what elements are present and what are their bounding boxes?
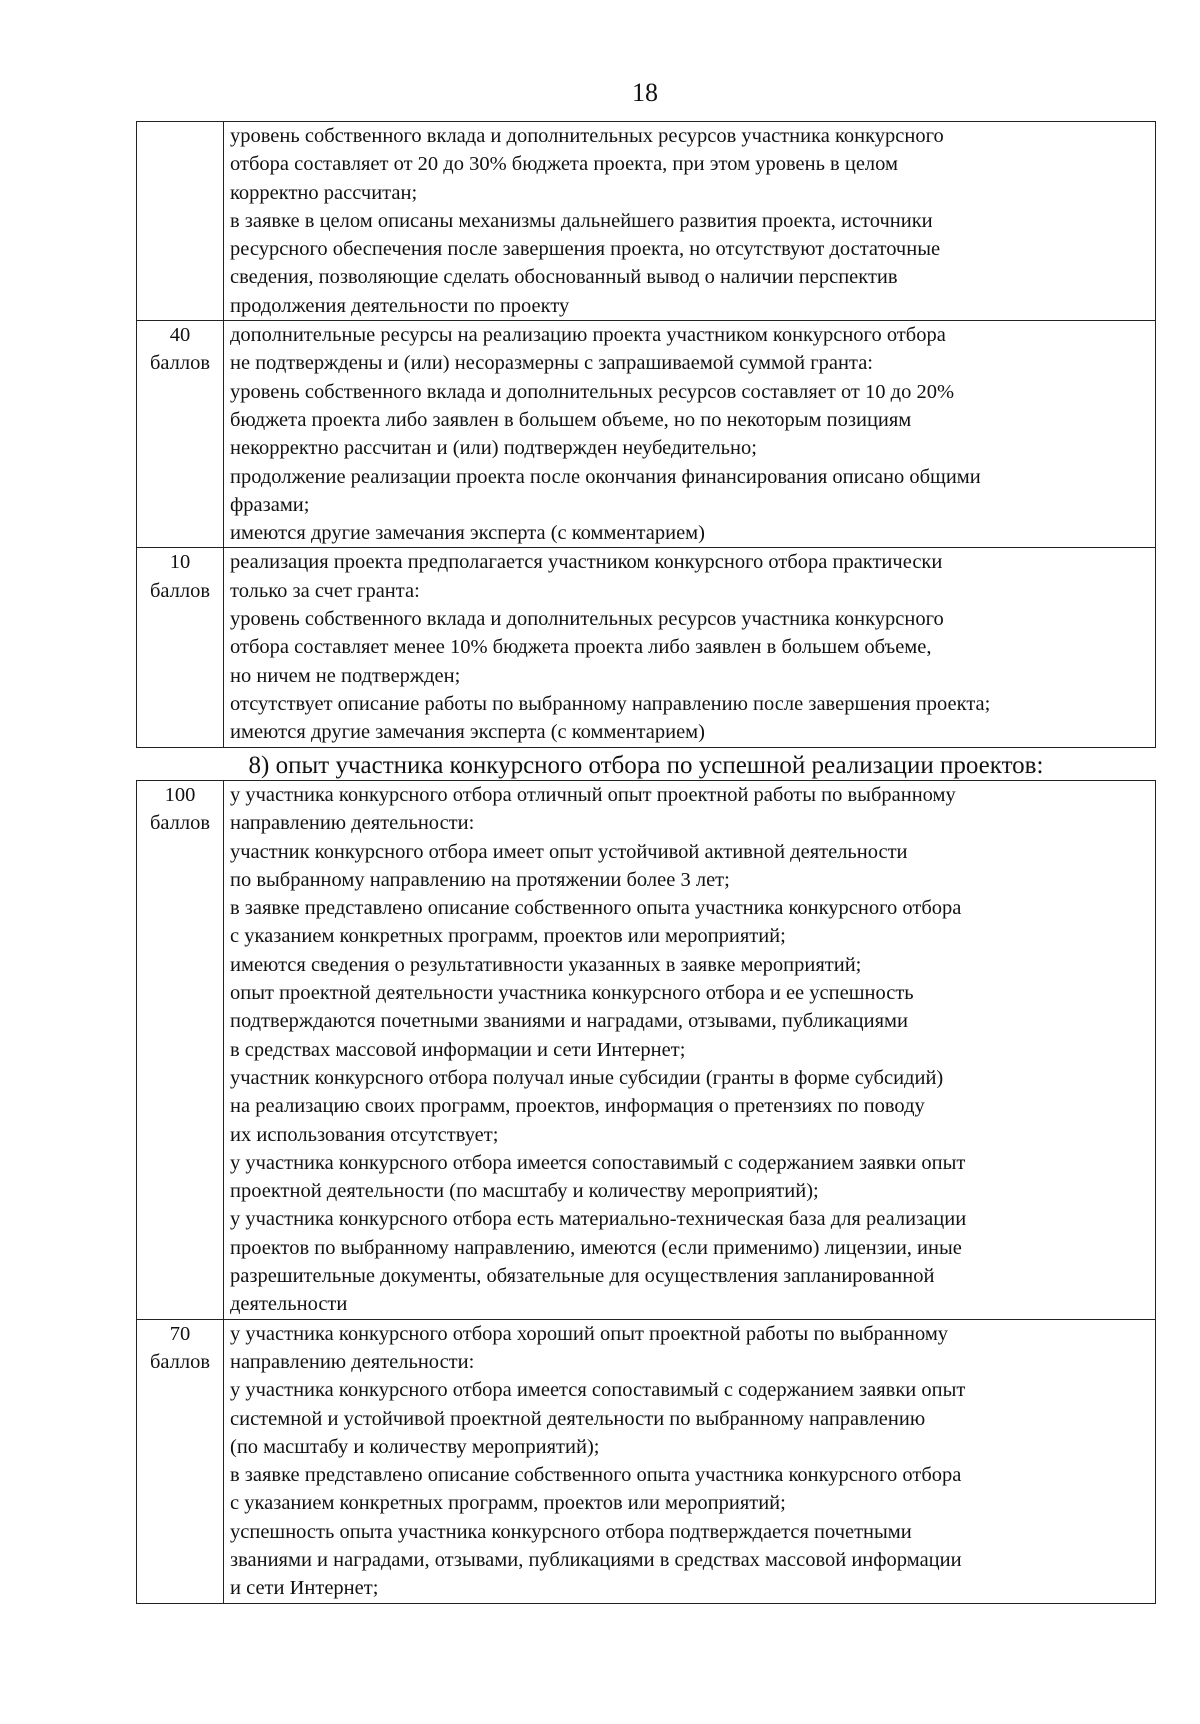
section-heading: 8) опыт участника конкурсного отбора по успешной реализации проектов: <box>248 752 1044 779</box>
page-number: 18 <box>632 78 658 107</box>
criteria-table-top-body <box>137 122 1156 748</box>
description-line: имеются другие замечания эксперта (с комментарием) <box>230 522 705 545</box>
criteria-description <box>224 122 1156 321</box>
description-line: подтверждаются почетными званиями и наградами, отзывами, публикациями <box>230 1010 908 1033</box>
description-line: имеются другие замечания эксперта (с комментарием) <box>230 721 705 744</box>
score-number: 10 <box>169 551 191 574</box>
description-line: в заявке представлено описание собственного опыта участника конкурсного отбора <box>230 897 962 920</box>
description-line: опыт проектной деятельности участника конкурсного отбора и ее успешность <box>230 982 914 1005</box>
description-line: успешность опыта участника конкурсного отбора подтверждается почетными <box>230 1520 912 1543</box>
criteria-description <box>224 321 1156 548</box>
criteria-description <box>224 1319 1156 1603</box>
criteria-row <box>137 781 1156 1320</box>
description-line: у участника конкурсного отбора есть материально-техническая база для реализации <box>230 1208 967 1231</box>
score-unit: баллов <box>149 1350 211 1373</box>
description-line: проектов по выбранному направлению, имеются (если применимо) лицензии, иные <box>230 1236 962 1259</box>
description-line: реализация проекта предполагается участником конкурсного отбора практически <box>230 551 943 574</box>
description-line: сведения, позволяющие сделать обоснованный вывод о наличии перспектив <box>230 266 898 289</box>
description-line: продолжения деятельности по проекту <box>230 294 570 317</box>
description-line: не подтверждены и (или) несоразмерны с запрашиваемой суммой гранта: <box>230 352 873 375</box>
description-line: бюджета проекта либо заявлен в большем объеме, но по некоторым позициям <box>230 408 912 431</box>
description-line: уровень собственного вклада и дополнительных ресурсов участника конкурсного <box>230 608 944 631</box>
description-line: участник конкурсного отбора имеет опыт устойчивой активной деятельности <box>230 840 908 863</box>
score-unit: баллов <box>149 812 211 835</box>
score-number: 100 <box>164 784 196 806</box>
description-line: у участника конкурсного отбора имеется сопоставимый с содержанием заявки опыт <box>230 1151 966 1174</box>
description-line: участник конкурсного отбора получал иные субсидии (гранты в форме субсидий) <box>230 1066 944 1089</box>
score-number: 40 <box>169 324 191 347</box>
description-line: разрешительные документы, обязательные для осуществления запланированной <box>230 1265 935 1288</box>
score-cell <box>137 548 224 747</box>
score-unit: баллов <box>149 579 211 602</box>
description-line: некорректно рассчитан и (или) подтвержден неубедительно; <box>230 437 757 460</box>
criteria-row <box>137 1319 1156 1603</box>
description-line: деятельности <box>230 1293 348 1316</box>
description-line: в средствах массовой информации и сети Интернет; <box>230 1038 686 1061</box>
description-line: ресурсного обеспечения после завершения проекта, но отсутствуют достаточные <box>230 238 941 261</box>
criteria-description <box>224 781 1156 1320</box>
description-line: в заявке представлено описание собственного опыта участника конкурсного отбора <box>230 1464 962 1487</box>
description-line: в заявке в целом описаны механизмы дальнейшего развития проекта, источники <box>230 209 933 232</box>
description-line: по выбранному направлению на протяжении более 3 лет; <box>230 868 730 891</box>
description-line: корректно рассчитан; <box>230 181 418 204</box>
description-line: уровень собственного вклада и дополнительных ресурсов составляет от 10 до 20% <box>230 380 955 403</box>
criteria-row <box>137 122 1156 321</box>
description-line: только за счет гранта: <box>230 579 420 602</box>
criteria-row <box>137 321 1156 548</box>
description-line: званиями и наградами, отзывами, публикациями в средствах массовой информации <box>230 1549 962 1572</box>
description-line: отбора составляет менее 10% бюджета проекта либо заявлен в большем объеме, <box>230 636 932 659</box>
criteria-table-top <box>136 121 1156 748</box>
criteria-table-bottom <box>136 780 1156 1604</box>
description-line: направлению деятельности: <box>230 1350 475 1373</box>
description-line: уровень собственного вклада и дополнительных ресурсов участника конкурсного <box>230 125 944 147</box>
description-line: проектной деятельности (по масштабу и количеству мероприятий); <box>230 1180 819 1203</box>
description-line: направлению деятельности: <box>230 812 475 835</box>
description-line: отбора составляет от 20 до 30% бюджета проекта, при этом уровень в целом <box>230 153 898 176</box>
description-line: фразами; <box>230 493 310 516</box>
score-cell <box>137 321 224 548</box>
score-unit: баллов <box>149 352 211 375</box>
score-number: 70 <box>169 1322 191 1345</box>
description-line: отсутствует описание работы по выбранному направлению после завершения проекта; <box>230 692 991 715</box>
criteria-row <box>137 548 1156 747</box>
description-line: у участника конкурсного отбора отличный опыт проектной работы по выбранному <box>230 784 956 806</box>
description-line: у участника конкурсного отбора хороший опыт проектной работы по выбранному <box>230 1322 949 1345</box>
score-cell <box>137 122 224 321</box>
description-line: продолжение реализации проекта после окончания финансирования описано общими <box>230 465 981 488</box>
description-line: с указанием конкретных программ, проектов или мероприятий; <box>230 1492 786 1515</box>
description-line: и сети Интернет; <box>230 1577 379 1600</box>
criteria-description <box>224 548 1156 747</box>
description-line: их использования отсутствует; <box>230 1123 499 1146</box>
criteria-table-bottom-body <box>137 781 1156 1604</box>
description-line: дополнительные ресурсы на реализацию проекта участником конкурсного отбора <box>230 324 946 347</box>
description-line: (по масштабу и количеству мероприятий); <box>230 1435 600 1458</box>
description-line: на реализацию своих программ, проектов, информация о претензиях по поводу <box>230 1095 925 1118</box>
description-line: у участника конкурсного отбора имеется сопоставимый с содержанием заявки опыт <box>230 1379 966 1402</box>
description-line: но ничем не подтвержден; <box>230 664 461 687</box>
description-line: системной и устойчивой проектной деятельности по выбранному направлению <box>230 1407 926 1430</box>
description-line: с указанием конкретных программ, проектов или мероприятий; <box>230 925 786 948</box>
description-line: имеются сведения о результативности указанных в заявке мероприятий; <box>230 953 862 976</box>
score-cell <box>137 1319 224 1603</box>
score-cell <box>137 781 224 1320</box>
